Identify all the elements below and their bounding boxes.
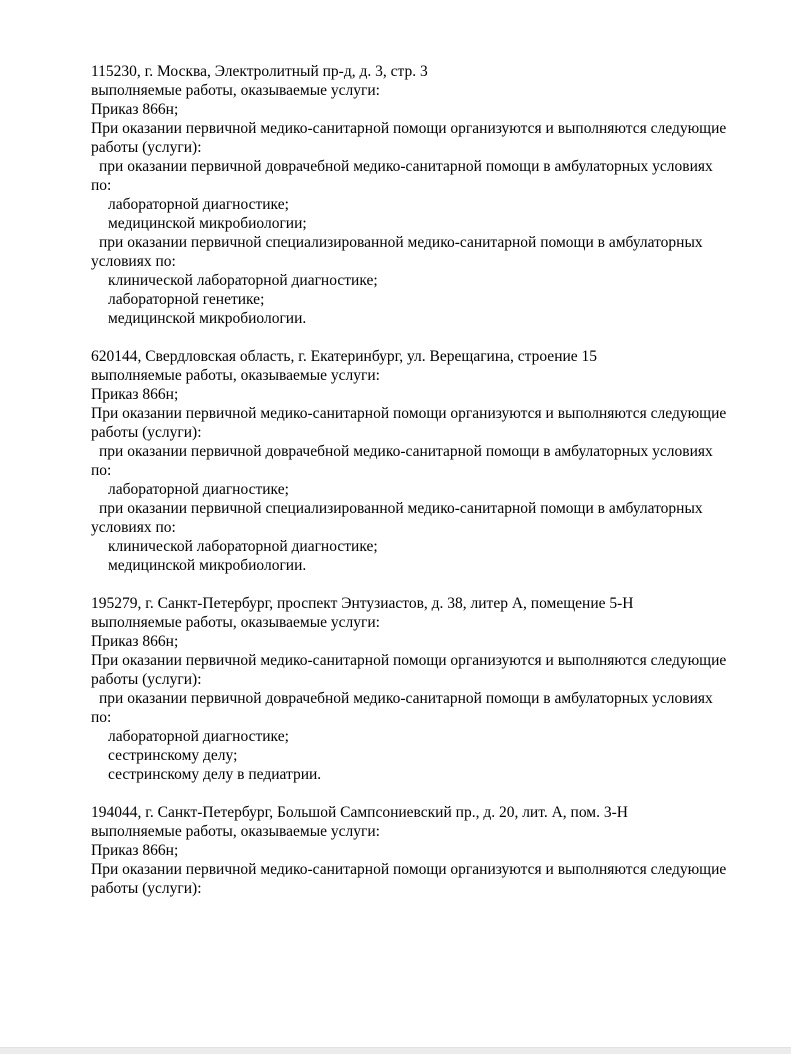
text-line: Приказ 866н; [91,633,179,650]
text-line: сестринскому делу в педиатрии. [108,766,322,783]
text-line: Приказ 866н; [91,386,179,403]
address-line: 194044, г. Санкт-Петербург, Большой Сампсониевский пр., д. 20, лит. А, пом. 3-Н [91,804,628,821]
text-line: работы (услуги): [91,139,202,156]
text-line: условиях по: [91,519,176,536]
address-line: 195279, г. Санкт-Петербург, проспект Энтузиастов, д. 38, литер А, помещение 5-Н [91,595,634,612]
text-line: при оказании первичной специализированной медико-санитарной помощи в амбулаторных [99,234,703,251]
text-line: работы (услуги): [91,671,202,688]
text-line: лабораторной генетике; [108,291,265,308]
text-line: при оказании первичной доврачебной медико-санитарной помощи в амбулаторных условиях [99,158,713,175]
address-line: 620144, Свердловская область, г. Екатеринбург, ул. Верещагина, строение 15 [91,348,598,365]
text-line: клинической лабораторной диагностике; [108,272,378,289]
text-line: при оказании первичной доврачебной медико-санитарной помощи в амбулаторных условиях [99,443,713,460]
text-line: При оказании первичной медико-санитарной помощи организуются и выполняются следующие [91,405,727,422]
text-line: работы (услуги): [91,880,202,897]
text-line: при оказании первичной доврачебной медико-санитарной помощи в амбулаторных условиях [99,690,713,707]
text-line: клинической лабораторной диагностике; [108,538,378,555]
text-line: по: [91,462,112,479]
text-line: лабораторной диагностике; [108,481,289,498]
text-line: При оказании первичной медико-санитарной помощи организуются и выполняются следующие [91,120,727,137]
text-line: Приказ 866н; [91,101,179,118]
text-line: выполняемые работы, оказываемые услуги: [91,82,380,99]
license-address-block [91,347,743,575]
text-line: работы (услуги): [91,424,202,441]
license-address-block [91,62,743,328]
license-address-block [91,803,743,898]
text-line: лабораторной диагностике; [108,728,289,745]
text-line: при оказании первичной специализированной медико-санитарной помощи в амбулаторных [99,500,703,517]
text-line: медицинской микробиологии. [108,557,307,574]
text-line: выполняемые работы, оказываемые услуги: [91,614,380,631]
text-line: выполняемые работы, оказываемые услуги: [91,823,380,840]
document-body [91,62,743,917]
text-line: Приказ 866н; [91,842,179,859]
text-line: При оказании первичной медико-санитарной помощи организуются и выполняются следующие [91,861,727,878]
text-line: условиях по: [91,253,176,270]
text-line: по: [91,709,112,726]
license-address-block [91,594,743,784]
text-line: по: [91,177,112,194]
text-line: лабораторной диагностике; [108,196,289,213]
text-line: медицинской микробиологии; [108,215,307,232]
text-line: медицинской микробиологии. [108,310,307,327]
text-line: сестринскому делу; [108,747,238,764]
address-line: 115230, г. Москва, Электролитный пр-д, д. 3, стр. 3 [91,63,428,80]
text-line: выполняемые работы, оказываемые услуги: [91,367,380,384]
text-line: При оказании первичной медико-санитарной помощи организуются и выполняются следующие [91,652,727,669]
horizontal-scrollbar-track[interactable] [0,1047,791,1054]
